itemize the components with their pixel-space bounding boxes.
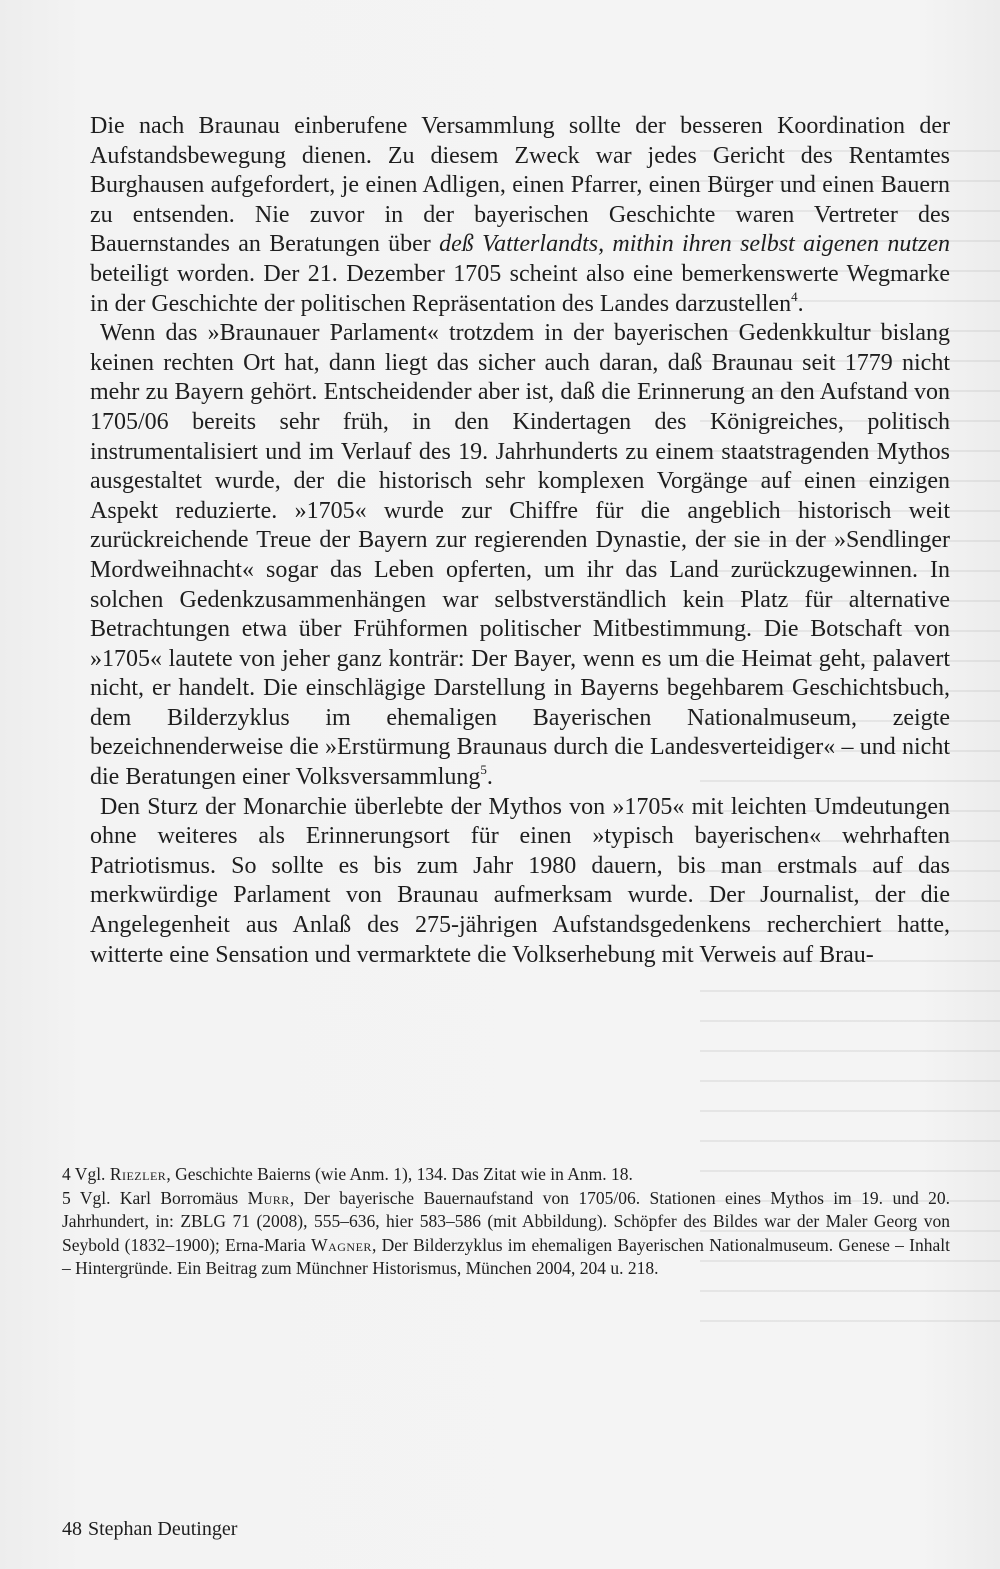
footnote-4-text-a: Vgl. [70, 1164, 110, 1184]
paragraph-3-text: Den Sturz der Monarchie überlebte der Mythos von »1705« mit leichten Umdeutungen ohne weiteres als Erinnerungsort für einen »typisch bayerischen« wehrhaften Patriotismus. So sollte es bis zum Jahr 1980 dauern, bis man erstmals auf das merkwürdige Parlament von Braunau aufmerksam wurde. Der Journalist, der die Angelegenheit aus Anlaß des 275-jährigen Aufstandsgedenkens recherchiert hatte, witterte eine Sensation und vermarktete die Volkserhebung mit Verweis auf Brau- [90, 793, 950, 968]
main-text [90, 112, 950, 970]
footnote-4 [62, 1163, 950, 1187]
footnote-5-author-1: Murr [247, 1187, 290, 1208]
paragraph-1-quote: deß Vatterlandts, mithin ihren selbst aigenen nutzen [439, 231, 950, 258]
footnote-4-text-b: , Geschichte Baierns (wie Anm. 1), 134. Das Zitat wie in Anm. 18. [166, 1164, 633, 1184]
page-footer [62, 1518, 243, 1541]
footnote-ref-5[interactable]: 5 [480, 762, 487, 778]
paragraph-2-end: . [486, 764, 493, 791]
running-author: Stephan Deutinger [88, 1518, 238, 1540]
page-number: 48 [62, 1518, 82, 1540]
footnote-5-author-2: Wagner [311, 1234, 372, 1255]
footnote-ref-4[interactable]: 4 [791, 288, 798, 304]
footnote-4-author: Riezler [109, 1164, 167, 1184]
footnote-5 [62, 1187, 950, 1281]
paragraph-3 [90, 793, 950, 971]
footnote-5-number: 5 [62, 1187, 71, 1208]
paragraph-1-end: . [797, 290, 804, 317]
footnote-4-number: 4 [62, 1164, 71, 1184]
paragraph-1 [90, 112, 950, 319]
footnote-5-text-b: , Der bayerische Bauernaufstand von 1705/06. Stationen eines Mythos im 19. und 20. Jahrhundert, in: ZBLG 71 (2008), 555–636, hier 583–586 (mit Abbildung). Schöpfer des Bildes war der Maler Georg von Seybold (1832–1900); Erna-Maria [62, 1187, 950, 1255]
footnotes [62, 1163, 950, 1281]
paragraph-1-text-b: beteiligt worden. Der 21. Dezember 1705 scheint also eine bemerkenswerte Wegmarke in der Geschichte der politischen Repräsentation des Landes darzustellen [90, 260, 950, 317]
footnote-5-text-a: Vgl. Karl Borromäus [70, 1187, 248, 1208]
footnote-5-text-c: , Der Bilderzyklus im ehemaligen Bayerischen Nationalmuseum. Genese – Inhalt – Hintergründe. Ein Beitrag zum Münchner Historismus, München 2004, 204 u. 218. [62, 1234, 950, 1278]
paragraph-2-text: Wenn das »Braunauer Parlament« trotzdem in der bayerischen Gedenkkultur bislang keinen rechten Ort hat, dann liegt das sicher auch daran, daß Braunau seit 1779 nicht mehr zu Bayern gehört. Entscheidender aber ist, daß die Erinnerung an den Aufstand von 1705/06 bereits sehr früh, in den Kindertagen des Königreiches, politisch instrumentalisiert und im Verlauf des 19. Jahrhunderts zu einem staatstragenden Mythos ausgestaltet wurde, der die historisch sehr komplexen Vorgänge auf einen einzigen Aspekt reduzierte. »1705« wurde zur Chiffre für die angeblich historisch weit zurückreichende Treue der Bayern zur regierenden Dynastie, der sie in der »Sendlinger Mordweihnacht« sogar das Leben opferten, um ihr das Land zurückzugewinnen. In solchen Gedenkzusammenhängen war selbstverständlich kein Platz für alternative Betrachtungen etwa über Frühformen politischer Mitbestimmung. Die Botschaft von »1705« lautete von jeher ganz konträr: Der Bayer, wenn es um die Heimat geht, palavert nicht, er handelt. Die einschlägige Darstellung in Bayerns begehbarem Geschichtsbuch, dem Bilderzyklus im ehemaligen Bayerischen Nationalmuseum, zeigte bezeichnenderweise die »Erstürmung Braunaus durch die Landesverteidiger« – und nicht die Beratungen einer Volksversammlung [90, 320, 950, 791]
paragraph-1-text-a: Die nach Braunau einberufene Versammlung sollte der besseren Koordination der Aufstandsbewegung dienen. Zu diesem Zweck war jedes Gericht des Rentamtes Burghausen aufgefordert, je einen Adligen, einen Pfarrer, einen Bürger und einen Bauern zu entsenden. Nie zuvor in der bayerischen Geschichte waren Vertreter des Bauernstandes an Beratungen über [90, 113, 950, 258]
paragraph-2 [90, 319, 950, 793]
